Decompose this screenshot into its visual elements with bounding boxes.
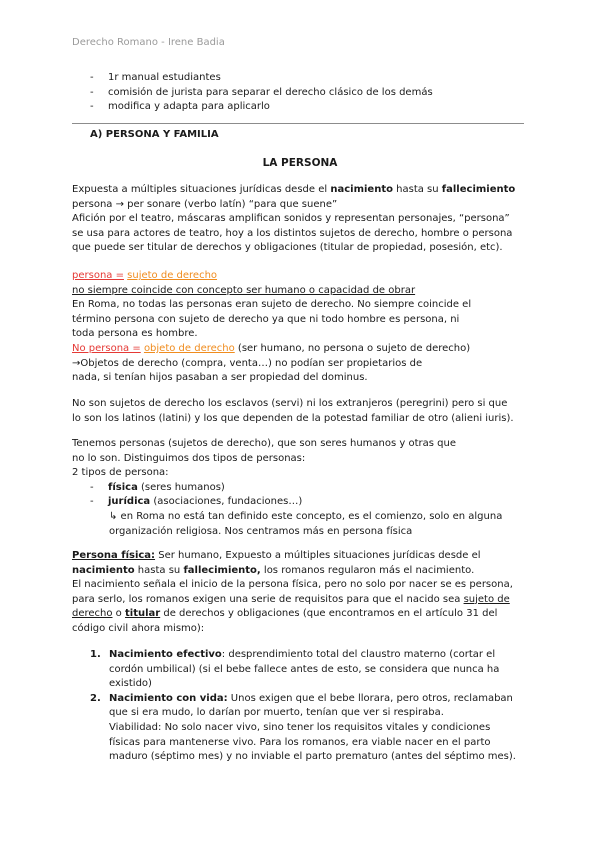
page-header: Derecho Romano - Irene Badia <box>72 37 225 48</box>
list-item: - comisión de jurista para separar el derecho clásico de los demás <box>90 86 433 101</box>
list-item: - modifica y adapta para aplicarlo <box>90 100 433 115</box>
list-item: - física (seres humanos) <box>90 481 502 496</box>
list-item: 2. Nacimiento con vida: Unos exigen que el bebe llorara, pero otros, reclamaban que si era mudo, lo darían por muerto, tenían que ver si respiraba. Viabilidad: No solo nacer vivo, sino tener los requisitos vitales y condiciones físicas para mantenerse vivo. Para los romanos, era viable nacer en el parto maduro (séptimo mes) y no inviable el parto prematuro (antes del séptimo mes). <box>90 692 516 763</box>
definition-block: persona = sujeto de derecho no siempre coincide con concepto ser humano o capacidad de obrar En Roma, no todas las personas eran sujeto de derecho. No siempre coincide el término persona con sujeto de derecho ya que ni todo hombre es persona, ni toda persona es hombre. No persona = objeto de derecho (ser humano, no persona o sujeto de derecho) →Objetos de derecho (compra, venta…) no podían ser propietarios de nada, si tenían hijos pasaban a ser propiedad del dominus. <box>72 270 472 384</box>
page-title: LA PERSONA <box>262 157 338 169</box>
horizontal-divider <box>72 123 524 124</box>
intro-paragraph: Expuesta a múltiples situaciones jurídicas desde el nacimiento hasta su fallecimiento persona → per sonare (verbo latín) “para que suene” Afición por el teatro, máscaras amplifican sonidos y representan personajes, “persona” se usa para actores de teatro, hoy a los distintos sujetos de derecho, hombre o persona que puede ser titular de derechos y obligaciones (titular de propiedad, posesión, etc). <box>72 184 516 254</box>
top-list <box>90 71 433 115</box>
persona-fisica-paragraph: Persona física: Ser humano, Expuesto a múltiples situaciones jurídicas desde el nacimiento hasta su fallecimiento, los romanos regularon más el nacimiento. El nacimiento señala el inicio de la persona física, pero no solo por nacer se es persona, para serlo, los romanos exigen una serie de requisitos para que el nacido sea sujeto de derecho o titular de derechos y obligaciones (que encontramos en el artículo 31 del código civil ahora mismo): <box>72 550 513 634</box>
esclavos-paragraph: No son sujetos de derecho los esclavos (servi) ni los extranjeros (peregrini) pero si que lo son los latinos (latini) y los que dependen de la potestad familiar de otro (alieni iuris). <box>72 398 514 424</box>
requirements-list <box>72 648 516 765</box>
tipos-paragraph: Tenemos personas (sujetos de derecho), que son seres humanos y otras que no lo son. Distinguimos dos tipos de personas: 2 tipos de persona: - física (seres humanos) - jurídica (asociaciones, fundaciones…) ↳ en Roma no está tan definido este concepto, es el comienzo, solo en alguna organización religiosa. Nos centramos más en persona física <box>72 437 502 539</box>
list-item: - jurídica (asociaciones, fundaciones…) <box>90 495 502 510</box>
section-heading: A) PERSONA Y FAMILIA <box>90 129 219 140</box>
list-item: - 1r manual estudiantes <box>90 71 433 86</box>
list-item: 1. Nacimiento efectivo: desprendimiento total del claustro materno (cortar el cordón umbilical) (si el bebe fallece antes de esto, se considera que nunca ha existido) <box>90 649 500 690</box>
